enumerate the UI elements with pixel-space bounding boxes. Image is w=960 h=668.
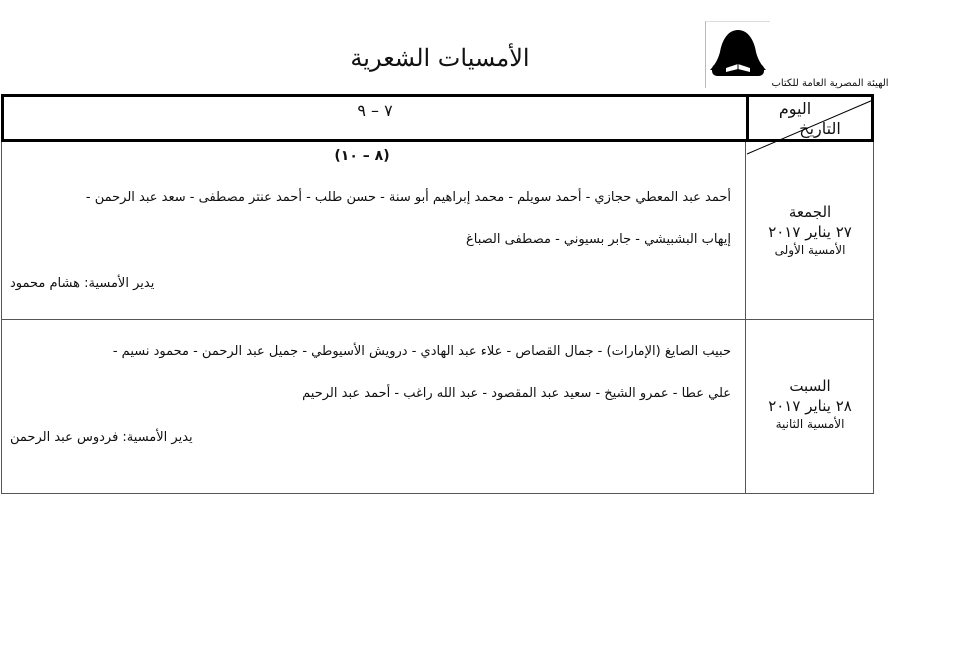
header-diagonal-line [745,94,875,156]
evening-date: ٢٨ يناير ٢٠١٧ [768,397,852,415]
header-row [1,94,874,142]
time-range: (٨ – ١٠) [334,148,390,164]
evening-day: الجمعة [788,203,832,221]
reader-hooded-figure-icon [708,28,768,84]
evening-label: الأمسية الثانية [775,417,845,431]
poets-line: إيهاب البشبيشي - جابر بسيوني - مصطفى الصباغ [466,232,731,247]
moderator: يدير الأمسية: فردوس عبد الرحمن [10,430,193,445]
page-title: الأمسيات الشعرية [350,44,530,72]
header-day-label: اليوم [778,99,812,118]
evening-date: ٢٧ يناير ٢٠١٧ [768,223,852,241]
evening-date-cell [747,376,873,432]
header-value: ٧ – ٩ [357,101,393,120]
evening-date-cell [747,202,873,258]
column-divider [745,142,746,493]
poets-line: أحمد عبد المعطي حجازي - أحمد سويلم - محمد إبراهيم أبو سنة - حسن طلب - أحمد عنتر مصطفى - سعد عبد الرحمن - [85,190,731,205]
schedule-table [1,142,874,494]
moderator: يدير الأمسية: هشام محمود [10,276,155,291]
publisher-name: الهيئة المصرية العامة للكتاب [771,78,889,89]
evening-day: السبت [789,377,831,395]
poets-line: علي عطا - عمرو الشيخ - سعيد عبد المقصود - عبد الله راغب - أحمد عبد الرحيم [302,386,731,401]
poets-line: حبيب الصايغ (الإمارات) - جمال القصاص - علاء عبد الهادي - درويش الأسيوطي - جميل عبد الرحمن - محمود نسيم - [112,344,731,359]
row-divider [2,319,873,320]
header-date-label: التاريخ [799,119,841,138]
evening-label: الأمسية الأولى [774,243,846,257]
